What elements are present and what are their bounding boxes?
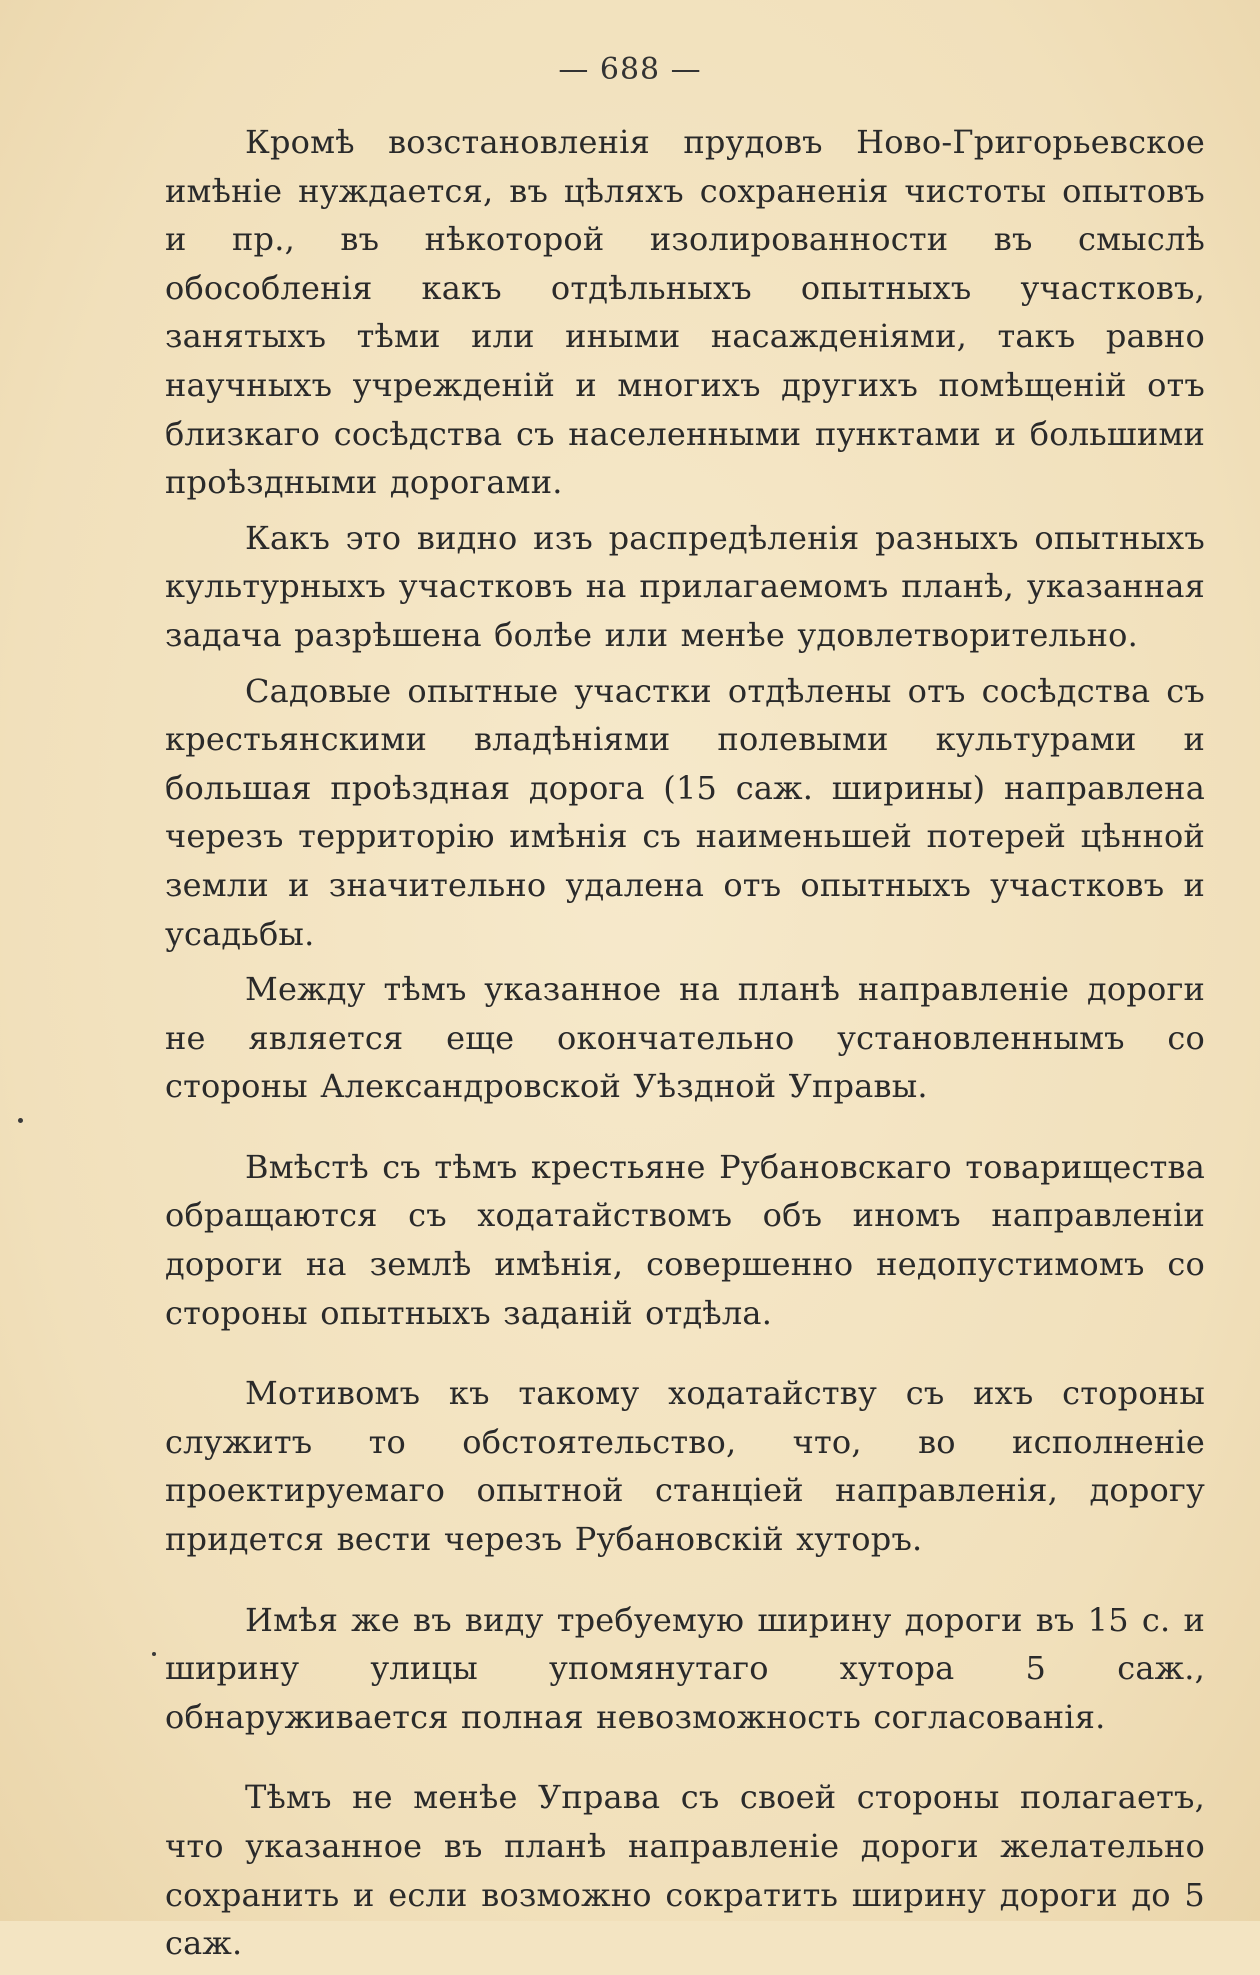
paragraph-peasants-petition: Вмѣстѣ съ тѣмъ крестьяне Рубановскаго товарищества обращаются съ ходатайствомъ объ иномъ направленіи дороги на землѣ имѣнія, совершенно недопустимомъ со стороны опытныхъ заданій отдѣла. (165, 1147, 1205, 1332)
paragraph-plots-distribution: Какъ это видно изъ распредѣленія разныхъ опытныхъ культурныхъ участковъ на прилагаемомъ планѣ, указанная задача разрѣшена болѣе или менѣе удовлетворительно. (165, 518, 1205, 654)
paragraph-petition-motive: Мотивомъ къ такому ходатайству съ ихъ стороны служитъ то обстоятельство, что, во исполненіе проектируемаго опытной станціей направленія, дорогу придется вести черезъ Рубановскій хуторъ. (165, 1374, 1205, 1559)
paragraph-road-direction: Между тѣмъ указанное на планѣ направленіе дороги не является еще окончательно установленнымъ со стороны Александровской Уѣздной Управы. (165, 970, 1205, 1106)
body-text (165, 118, 1205, 1975)
paragraph-council-opinion: Тѣмъ не менѣе Управа съ своей стороны полагаетъ, что указанное въ планѣ направленіе дороги желательно сохранить и если возможно сократить ширину дороги до 5 саж. (165, 1778, 1205, 1963)
paragraph-garden-plots: Садовые опытные участки отдѣлены отъ сосѣдства съ крестьянскими владѣніями полевыми культурами и большая проѣздная дорога (15 саж. ширины) направлена черезъ территорію имѣнія съ наименьшей потерей цѣнной земли и значительно удалена отъ опытныхъ участковъ и усадьбы. (165, 671, 1205, 953)
ink-speck (152, 1652, 156, 1656)
page-number: — 688 — (558, 52, 702, 87)
ink-speck (18, 1118, 23, 1123)
paragraph-pond-restoration: Кромѣ возстановленія прудовъ Ново-Григорьевское имѣніе нуждается, въ цѣляхъ сохраненія чистоты опытовъ и пр., въ нѣкоторой изолированности въ смыслѣ обособленія какъ отдѣльныхъ опытныхъ участковъ, занятыхъ тѣми или иными насажденіями, такъ равно научныхъ учрежденій и многихъ другихъ помѣщеній отъ близкаго сосѣдства съ населенными пунктами и большими проѣздными дорогами. (165, 123, 1205, 502)
paragraph-road-width: Имѣя же въ виду требуемую ширину дороги въ 15 с. и ширину улицы упомянутаго хутора 5 саж., обнаруживается полная невозможность согласованія. (165, 1600, 1205, 1736)
